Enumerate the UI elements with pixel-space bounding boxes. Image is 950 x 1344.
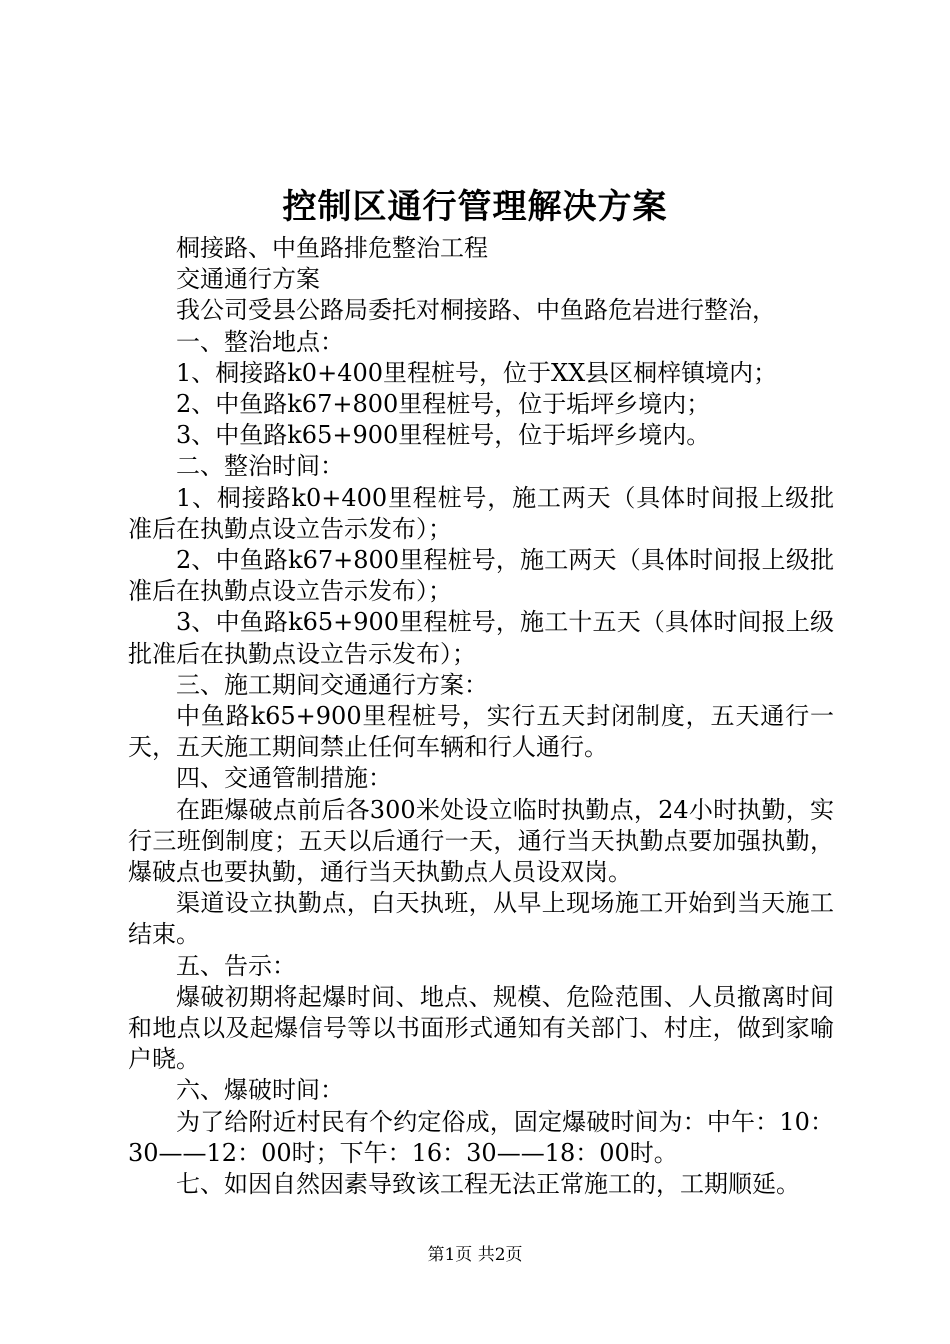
section-heading: 二、整治时间： xyxy=(176,452,344,481)
paragraph: 渠道设立执勤点，白天执班，从早上现场施工开始到当天施工结束。 xyxy=(128,889,834,949)
section-heading: 六、爆破时间： xyxy=(176,1076,344,1105)
document-body xyxy=(128,233,834,1200)
paragraph: 为了给附近村民有个约定俗成，固定爆破时间为：中午：10：30——12：00时；下午：16：30——18：00时。 xyxy=(128,1107,834,1167)
paragraph: 桐接路、中鱼路排危整治工程 xyxy=(176,234,488,262)
paragraph: 爆破初期将起爆时间、地点、规模、危险范围、人员撤离时间和地点以及起爆信号等以书面形式通知有关部门、村庄，做到家喻户晓。 xyxy=(128,982,834,1074)
paragraph: 3、中鱼路k65+900里程桩号，位于垢坪乡境内。 xyxy=(176,421,711,450)
paragraph: 2、中鱼路k67+800里程桩号，位于垢坪乡境内； xyxy=(176,390,711,419)
section-heading: 三、施工期间交通通行方案： xyxy=(176,670,488,699)
section-heading: 七、如因自然因素导致该工程无法正常施工的，工期顺延。 xyxy=(176,1170,800,1199)
section-heading: 一、整治地点： xyxy=(176,327,344,356)
paragraph: 3、中鱼路k65+900里程桩号，施工十五天（具体时间报上级批准后在执勤点设立告示发布）； xyxy=(128,608,834,668)
paragraph: 我公司受县公路局委托对桐接路、中鱼路危岩进行整治， xyxy=(176,296,776,325)
paragraph: 2、中鱼路k67+800里程桩号，施工两天（具体时间报上级批准后在执勤点设立告示发布）； xyxy=(128,546,834,606)
section-heading: 五、告示： xyxy=(176,951,296,980)
paragraph: 1、桐接路k0+400里程桩号，位于XX县区桐梓镇境内； xyxy=(176,358,778,387)
document-title: 控制区通行管理解决方案 xyxy=(282,187,668,227)
paragraph: 中鱼路k65+900里程桩号，实行五天封闭制度，五天通行一天，五天施工期间禁止任何车辆和行人通行。 xyxy=(128,702,834,762)
paragraph: 在距爆破点前后各300米处设立临时执勤点，24小时执勤，实行三班倒制度；五天以后通行一天，通行当天执勤点要加强执勤，爆破点也要执勤，通行当天执勤点人员设双岗。 xyxy=(128,795,834,887)
section-heading: 四、交通管制措施： xyxy=(176,764,392,793)
paragraph: 1、桐接路k0+400里程桩号，施工两天（具体时间报上级批准后在执勤点设立告示发布）； xyxy=(128,483,834,543)
page-number-footer: 第1页 共2页 xyxy=(427,1245,523,1265)
paragraph: 交通通行方案 xyxy=(176,265,320,294)
